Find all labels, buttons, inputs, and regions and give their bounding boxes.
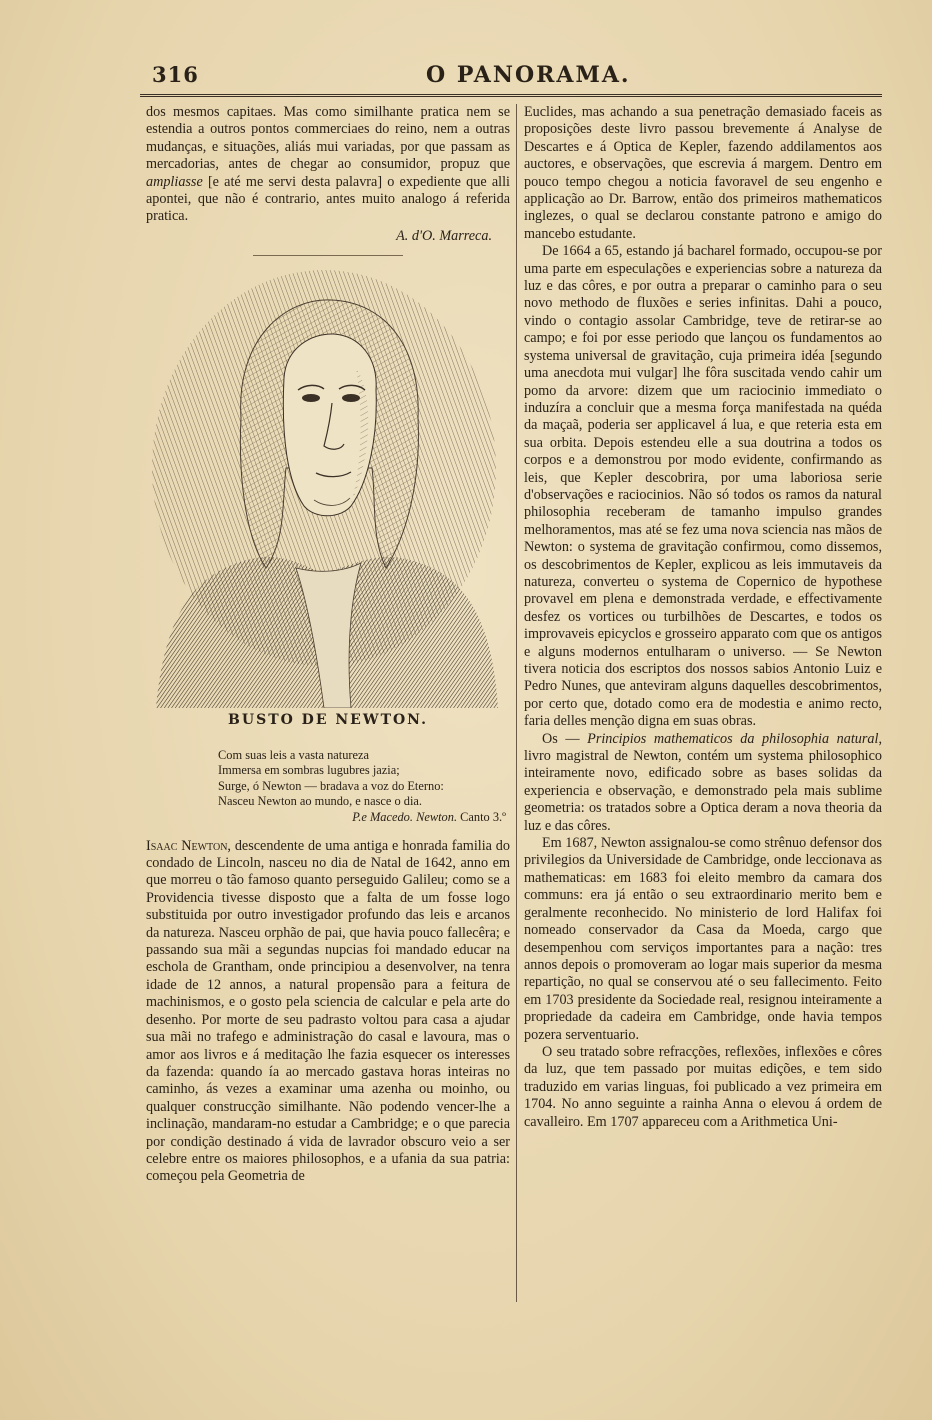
intro-text-end: [e até me servi desta palavra] o expediente que alli apontei, que não é contrario, antes muito analogo á referida pratica. <box>146 173 510 225</box>
column-divider <box>516 104 517 1302</box>
verse-line: Surge, ó Newton — bradava a voz do Eterno: <box>218 778 444 793</box>
biography-text: , descendente de uma antiga e honrada familia do condado de Lincoln, nasceu no dia de Natal de 1642, anno em que morreu o tão famoso quanto perseguido Galileu; como se a Providencia tivesse disposto que a falta de um fosse logo substituida por outro investigador profundo das leis e arcanos da natureza. Nasceu orphão de pai, que havia pouco fallecêra; e passando sua mãi a segundas nupcias foi mandado educar na escholа de Grantham, onde principiou a desenvolver, na tenra idade de 12 annos, a natural propensão para a feitura de machinismos, e o gosto pela sciencia de calcular e pela arte do desenho. Por morte de seu padrasto voltou para casa a ajudar sua mãi no trafego e administração do casal e lavoura, mas o amor aos livros e á meditação lhe fazia esquecer os interesses da fazenda: quando ía ao mercado gastava horas inteiras no caminho, ás vezes a examinar uma azenha ou moinho, ou qualquer construcção similhante. Não podendo vencer-lhe a inclinação, mandaram-no estudar a Cambridge; e o que parecia por condição destinado á vida de lavrador obscuro veio a ser celebre entre os maiores philosophos, e a ufania da sua patria: começou pela Geometria de <box>146 837 510 1185</box>
right-column <box>524 104 882 1131</box>
paragraph: De 1664 a 65, estando já bacharel formado, occupou-se por uma parte em especulações e experiencias sobre a natureza da luz e das côres, e por outra a preparar o caminho para o seu novo methodo de fluxões e series infinitas. Dahi a pouco, vindo o contagio assolar Cambridge, teve de retirar-se ao campo; e foi por esse periodo que lançou os fundamentos ao systema universal de gravitação, cuja primeira idéa [segundo uma anecdota mui vulgar] lhe fôra suscitada vendo cahir um pomo da arvore: dizem que um raciocinio immediato o induzíra a concluir que a mesma força manifestada na quéda da maçaã, poderia ser applicavel á lua, e que reteria esta em sua orbita. Depois estendeu elle a sua doutrina a todos os corpos e a demonstrou por modo evidente, confirmando as leis, que Kepler descobrira, por uma laboriosa serie d'observações e raciocinios. Não só todos os ramos da natural philosophia receberam de tamanho impulso grandes melhoramentos, mas até se fez uma nova sciencia nas mãos de Newton: o systema de gravitação confirmou, como dissemos, os descobrimentos de Kepler, explicou as leis immutaveis da natureza, converteu o systema de Copernico de hypothese provavel em plena e demonstrada verdade, e effectivamente desfez os vortices ou turbilhões de Descartes, e todos os improvaveis epicyclos e grosseiro apparato com que os antigos e alguns modernos entulharam o universo. — Se Newton tivera noticia dos escriptos dos nossos sabios Antonio Luiz e Pedro Nunes, que anteviram alguns daquelles descobrimentos, por certo que, dotado como era de modestia e animo recto, faria delles menção digna em suas obras. <box>524 243 882 730</box>
verse-block <box>218 748 510 810</box>
page-number: 316 <box>152 62 199 87</box>
author-signature: A. d'O. Marreca. <box>396 227 492 244</box>
verse-canto: Canto 3.º <box>460 810 506 825</box>
principia-title: Principios mathematicos da philosophia natural <box>587 730 879 747</box>
header-rule <box>140 94 882 97</box>
verse-author: P.e Macedo. <box>352 810 413 825</box>
left-column <box>146 104 510 1186</box>
section-divider <box>253 255 403 256</box>
biography-paragraph <box>146 838 510 1186</box>
intro-text: dos mesmos capitaes. Mas como similhante pratica nem se estendia a outros pontos commerciaes do reino, nem a outras mudanças, e situações, aliás mui variadas, por que passam as mercadorias, antes de chegar ao consumidor, propuz que <box>146 104 510 173</box>
portrait-caption: BUSTO DE NEWTON. <box>228 712 428 729</box>
verse-attribution <box>218 810 510 826</box>
verse-work: Newton. <box>416 810 458 825</box>
principia-lead: Os — <box>542 730 588 747</box>
verse-line: Com suas leis a vasta natureza <box>218 747 370 762</box>
journal-title: O PANORAMA. <box>426 62 631 88</box>
principia-text: , livro magistral de Newton, contém um systema philosophico inteiramente novo, edificado sobre as bases solidas da experiencia e observação, e demonstrado pela mais sublime geometria: os tratados sobre a Optica deram a nova theoria da luz e das côres. <box>524 730 882 834</box>
paragraph: Em 1687, Newton assignalou-se como strênuo defensor dos privilegios da Universidade de Cambridge, onde leccionava as mathematicas: em 1683 foi eleito membro da camara dos communs: era já então o seu extraordinario merito bem e geralmente reconhecido. No ministerio de lord Halifax foi nomeado conservador da Casa da Moeda, cargo que desempenhou com serviços importantes para a nação: tres annos depois o promoveram ao logar mais superior da mesma repartição, no qual se conservou até o seu fallecimento. Feito em 1703 presidente da Sociedade real, resignou inteiramente a propriedade da cadeira em Cambridge, onde havia tempos pozera serventuario. <box>524 835 882 1043</box>
intro-italic-word: ampliasse <box>146 173 203 190</box>
paragraph <box>524 731 882 835</box>
verse-line: Immersa em sombras lugubres jazia; <box>218 763 400 778</box>
intro-paragraph <box>146 104 510 226</box>
newton-portrait-engraving <box>146 268 506 708</box>
paragraph: O seu tratado sobre refracções, reflexões, inflexões e côres da luz, que tem passado por muitas edições, e tem sido traduzido em varias linguas, foi publicado a vez primeira em 1704. No anno seguinte a rainha Anna o elevou á ordem de cavalleiro. Em 1707 appareceu com a Arithmetica Uni- <box>524 1043 882 1130</box>
page-header <box>140 56 882 92</box>
verse-line: Nasceu Newton ao mundo, e nasce o dia. <box>218 794 423 809</box>
paragraph: Euclides, mas achando a sua penetração demasiado faceis as proposições deste livro passou brevemente á Analyse de Descartes e á Optica de Kepler, fazendo addilamentos aos auctores, e observações, que escrevia á margem. Dentro em pouco tempo chegou a noticia favoravel de seu engenho e applicação ao Dr. Barrow, então dos primeiros mathematicos inglezes, o qual se declarou constante patrono e amigo do mancebo estudante. <box>524 104 882 242</box>
biography-lead: Isaac Newton <box>146 837 228 854</box>
